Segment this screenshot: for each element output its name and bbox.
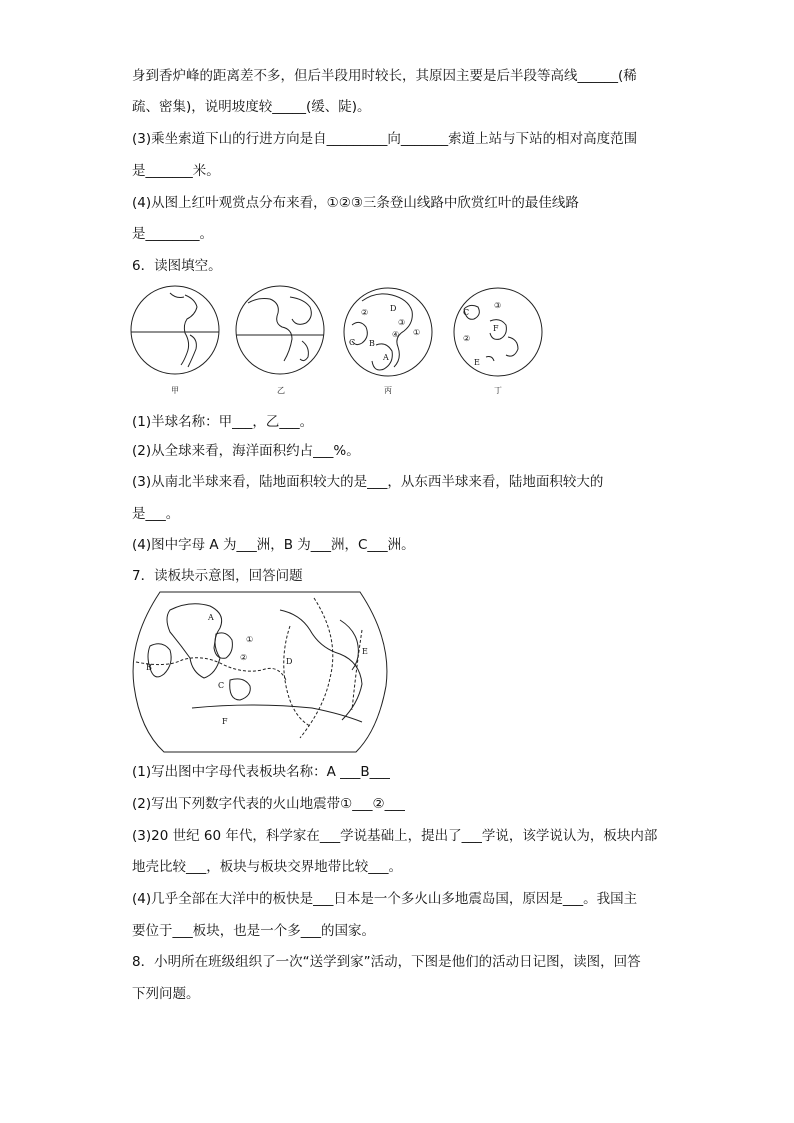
- text-line-14: (1)写出图中字母代表板块名称：A ___B___: [132, 764, 390, 780]
- text-line-3: (3)乘坐索道下山的行进方向是自_________向_______索道上站与下站的相对高度范围: [132, 131, 638, 147]
- ding-label-n3: ③: [494, 301, 502, 310]
- text-line-9: (2)从全球来看，海洋面积约占___%。: [132, 443, 360, 459]
- text-line-15: (2)写出下列数字代表的火山地震带①___②___: [132, 796, 405, 812]
- map-outline: [133, 592, 387, 752]
- caption-bing: 丙: [384, 386, 392, 395]
- text-line-10: (3)从南北半球来看，陆地面积较大的是___，从东西半球来看，陆地面积较大的: [132, 474, 604, 490]
- question-6-title: 6．读图填空。: [132, 258, 222, 274]
- text-line-12: (4)图中字母 A 为___洲，B 为___洲，C___洲。: [132, 537, 415, 553]
- plate-label-n1: ①: [246, 635, 254, 644]
- text-line-1: 身到香炉峰的距离差不多，但后半段用时较长，其原因主要是后半段等高线______(稀: [132, 68, 637, 84]
- hemisphere-jia: [131, 286, 219, 374]
- text-line-18: (4)几乎全部在大洋中的板快是___日本是一个多火山多地震岛国，原因是___。我国主: [132, 891, 638, 907]
- ding-label-E: E: [474, 358, 480, 367]
- bing-label-B: B: [369, 339, 375, 348]
- plates-map: [130, 590, 390, 754]
- bing-label-D: D: [390, 304, 397, 313]
- text-line-16: (3)20 世纪 60 年代，科学家在___学说基础上，提出了___学说，该学说认为，板块内部: [132, 828, 658, 844]
- bing-label-n4: ④: [392, 330, 400, 339]
- hemispheres-figure: [130, 285, 550, 397]
- question-7-title: 7．读板块示意图，回答问题: [132, 568, 303, 584]
- bing-label-n3: ③: [398, 318, 406, 327]
- plate-label-C: C: [218, 681, 225, 690]
- question-8-line-2: 下列问题。: [132, 986, 200, 1002]
- caption-jia: 甲: [171, 386, 179, 395]
- text-line-17: 地壳比较___，板块与板块交界地带比较___。: [132, 859, 402, 875]
- bing-label-A: A: [383, 353, 389, 362]
- plate-label-B: B: [146, 663, 152, 672]
- text-line-4: 是_______米。: [132, 163, 220, 179]
- ding-label-C: C: [463, 308, 470, 317]
- ding-label-n2: ②: [463, 334, 471, 343]
- caption-yi: 乙: [277, 386, 285, 395]
- text-line-5: (4)从图上红叶观赏点分布来看，①②③三条登山线路中欣赏红叶的最佳线路: [132, 195, 579, 211]
- plate-label-n2: ②: [240, 653, 248, 662]
- text-line-11: 是___。: [132, 506, 180, 522]
- hemisphere-yi: [236, 286, 324, 374]
- plate-label-D: D: [286, 657, 293, 666]
- plate-label-A: A: [208, 613, 214, 622]
- bing-label-n1: ①: [413, 328, 421, 337]
- question-8-line-1: 8．小明所在班级组织了一次“送学到家”活动，下图是他们的活动日记图，读图，回答: [132, 954, 641, 970]
- text-line-19: 要位于___板块，也是一个多___的国家。: [132, 923, 375, 939]
- plate-label-F: F: [222, 717, 228, 726]
- ding-label-F: F: [493, 324, 499, 333]
- text-line-8: (1)半球名称：甲___，乙___。: [132, 414, 314, 430]
- plate-label-E: E: [362, 647, 368, 656]
- text-line-2: 疏、密集)，说明坡度较_____(缓、陡)。: [132, 99, 371, 115]
- caption-ding: 丁: [494, 386, 502, 395]
- bing-label-n2: ②: [361, 308, 369, 317]
- text-line-6: 是________。: [132, 226, 213, 242]
- bing-label-C: C: [349, 338, 356, 347]
